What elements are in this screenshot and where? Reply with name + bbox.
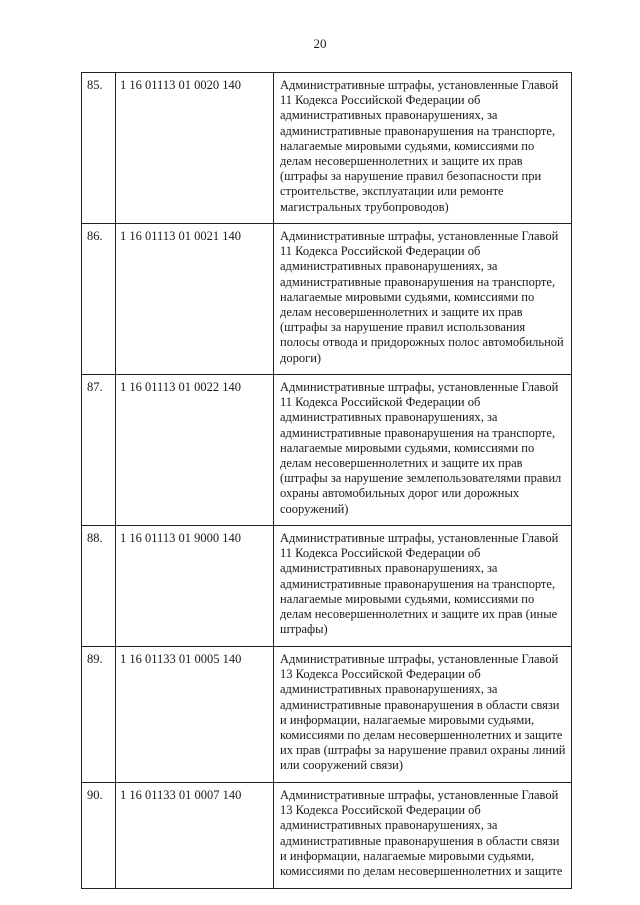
row-description: Административные штрафы, установленные Главой 11 Кодекса Российской Федерации об административных правонарушениях, за административные правонарушения на транспорте, налагаемые мировыми судьями, комиссиями по делам несовершеннолетних и защите их прав (штрафы за нарушение правил использования полосы отвода и придорожных полос автомобильной дороги) (274, 224, 572, 375)
table-row (82, 73, 572, 224)
table-row (82, 224, 572, 375)
row-description: Административные штрафы, установленные Главой 11 Кодекса Российской Федерации об административных правонарушениях, за административные правонарушения на транспорте, налагаемые мировыми судьями, комиссиями по делам несовершеннолетних и защите их прав (иные штрафы) (274, 526, 572, 647)
budget-code: 1 16 01113 01 0022 140 (116, 375, 274, 526)
row-description: Административные штрафы, установленные Главой 13 Кодекса Российской Федерации об административных правонарушениях, за административные правонарушения в области связи и информации, налагаемые мировыми судьями, комиссиями по делам несовершеннолетних и защите их прав (штрафы за нарушение правил охраны линий или сооружений связи) (274, 647, 572, 783)
row-number: 89. (82, 647, 116, 783)
table-row (82, 647, 572, 783)
budget-code: 1 16 01113 01 0021 140 (116, 224, 274, 375)
row-description: Административные штрафы, установленные Главой 11 Кодекса Российской Федерации об административных правонарушениях, за административные правонарушения на транспорте, налагаемые мировыми судьями, комиссиями по делам несовершеннолетних и защите их прав (штрафы за нарушение землепользователями правил охраны автомобильных дорог или дорожных сооружений) (274, 375, 572, 526)
table-row (82, 526, 572, 647)
page-number: 20 (313, 36, 327, 51)
row-number: 90. (82, 783, 116, 889)
row-number: 87. (82, 375, 116, 526)
table-row (82, 375, 572, 526)
row-number: 86. (82, 224, 116, 375)
row-description: Административные штрафы, установленные Главой 11 Кодекса Российской Федерации об административных правонарушениях, за административные правонарушения на транспорте, налагаемые мировыми судьями, комиссиями по делам несовершеннолетних и защите их прав (штрафы за нарушение правил безопасности при строительстве, эксплуатации или ремонте магистральных трубопроводов) (274, 73, 572, 224)
budget-code: 1 16 01133 01 0005 140 (116, 647, 274, 783)
table-row (82, 783, 572, 889)
budget-code: 1 16 01133 01 0007 140 (116, 783, 274, 889)
row-number: 88. (82, 526, 116, 647)
codes-table (81, 72, 572, 889)
budget-code: 1 16 01113 01 9000 140 (116, 526, 274, 647)
row-description: Административные штрафы, установленные Главой 13 Кодекса Российской Федерации об административных правонарушениях, за административные правонарушения в области связи и информации, налагаемые мировыми судьями, комиссиями по делам несовершеннолетних и защите (274, 783, 572, 889)
budget-code: 1 16 01113 01 0020 140 (116, 73, 274, 224)
row-number: 85. (82, 73, 116, 224)
